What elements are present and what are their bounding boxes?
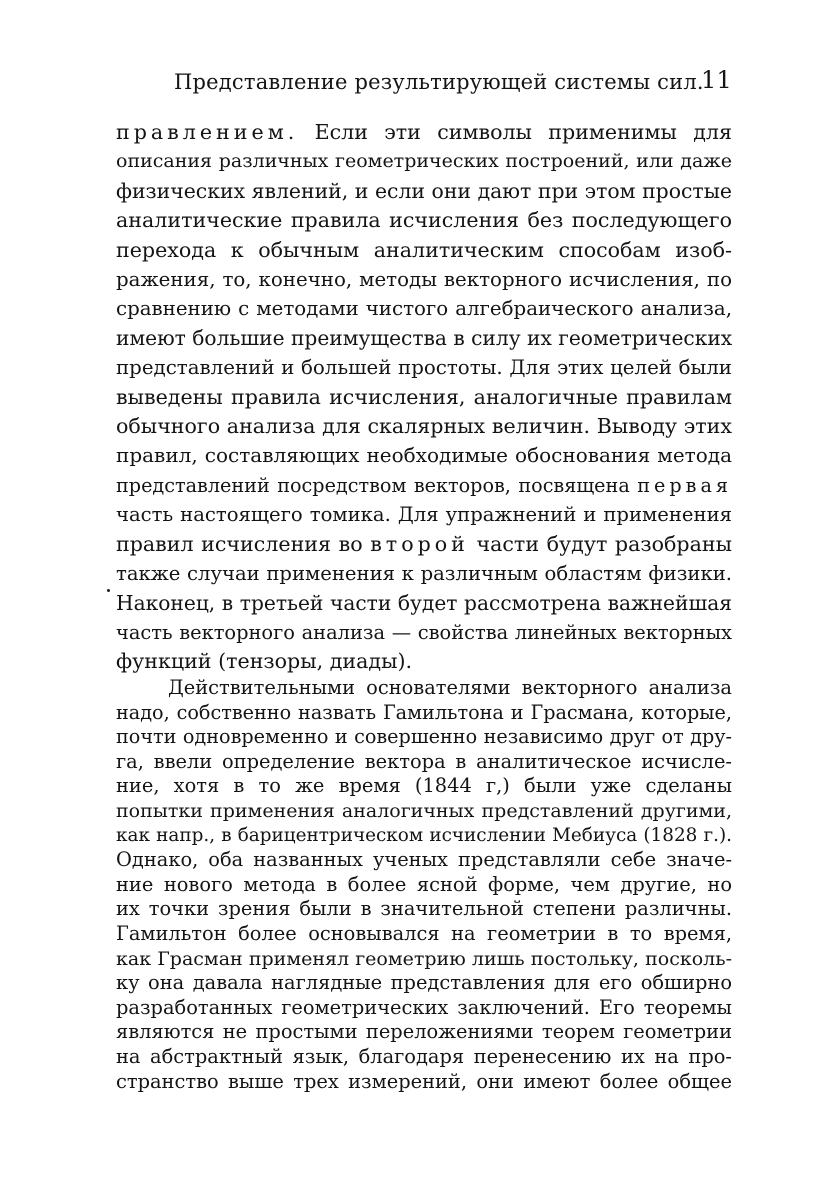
text-line: функций (тензоры, диады). — [116, 649, 413, 674]
text-line: попытки применения аналогичных представлений другими, — [116, 799, 732, 822]
text-line: как напр., в барицентрическом исчислении Мебиуса (1828 г.). — [116, 824, 732, 846]
text-line: также случаи применения к различным областям физики. — [116, 562, 732, 586]
text-line: имеют большие преимущества в силу их геометрических — [116, 325, 733, 350]
text-line: представлений и большей простоты. Для этих целей были — [116, 356, 732, 380]
text-line: обычного анализа для скалярных величин. Выводу этих — [116, 414, 732, 439]
text-line: их точки зрения были в значительной степени различны. — [116, 897, 732, 921]
text-line: физических явлений, и если они дают при этом простые — [116, 178, 732, 203]
text-line: надо, собственно назвать Гамильтона и Грасмана, которые, — [116, 700, 732, 724]
spaced-word: первая — [637, 473, 732, 497]
text-line: перехода к обычным аналитическим способам изоб- — [116, 237, 732, 262]
text-line: Действительными основателями векторного анализа — [168, 676, 732, 699]
text-line: разработанных геометрических заключений. Его теоремы — [116, 995, 732, 1019]
text-line: часть настоящего томика. Для упражнений и применения — [116, 503, 732, 527]
text-line: ние нового метода в более ясной форме, чем другие, но — [116, 872, 732, 896]
running-header — [150, 66, 732, 98]
text-line: Однако, оба названных ученых представляли себе значе- — [116, 848, 732, 872]
page-number: 11 — [701, 66, 732, 94]
text-line: правил, составляющих необходимые обоснования метода — [116, 443, 732, 468]
text-line: ние, хотя в то же время (1844 г,) были уже сделаны — [116, 774, 732, 798]
text-line: почти одновременно и совершенно независимо друг от дру- — [116, 725, 732, 749]
margin-mark — [107, 589, 110, 592]
text-line: Гамильтон более основывался на геометрии в то время, — [116, 921, 732, 945]
text-line: выведены правила исчисления, аналогичные правилам — [116, 384, 732, 409]
text-line: как Грасман применял геометрию лишь постольку, посколь- — [116, 947, 732, 970]
text-line: ражения, то, конечно, методы векторного исчисления, по — [116, 268, 732, 292]
text-line: Наконец, в третьей части будет рассмотрена важнейшая — [116, 590, 732, 615]
text-line: ку она давала наглядные представления для его обширно — [116, 971, 732, 995]
text-line: странство выше трех измерений, они имеют более общее — [116, 1069, 732, 1093]
spaced-word: второй — [370, 531, 469, 556]
paragraph-founders — [116, 676, 732, 1094]
text-line: правлением. Если эти символы применимы для — [116, 120, 732, 144]
paragraph-continuation — [116, 118, 732, 677]
text-line: представлений посредством векторов, посвящена первая — [116, 473, 732, 497]
text-line: аналитические правила исчисления без последующего — [116, 208, 732, 233]
text-line: описания различных геометрических построений, или даже — [116, 150, 732, 173]
text-line: правил исчисления во второй части будут разобраны — [116, 531, 732, 556]
text-line: являются не простыми переложениями теорем геометрии — [116, 1020, 732, 1044]
text-line: сравнению с методами чистого алгебраического анализа, — [116, 297, 732, 321]
text-line: часть векторного анализа — свойства линейных векторных — [116, 620, 732, 644]
text-line: га, ввели определение вектора в аналитическое исчисле- — [116, 749, 732, 773]
spaced-word: правлением. — [116, 120, 299, 144]
running-title: Представление результирующей системы сил. — [174, 70, 704, 94]
text-line: на абстрактный язык, благодаря перенесению их на про- — [116, 1044, 732, 1068]
